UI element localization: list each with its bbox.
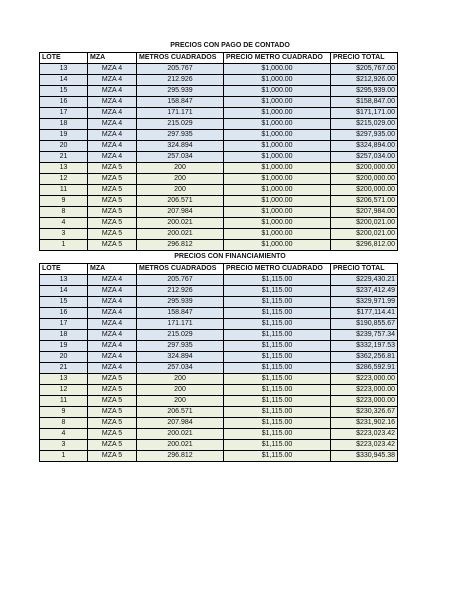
cell-metros: 257.034 — [137, 152, 224, 163]
table-row — [40, 363, 398, 374]
cell-mza: MZA 5 — [88, 451, 137, 462]
cell-precio-total: $200,021.00 — [331, 218, 398, 229]
cell-lote: 8 — [40, 207, 88, 218]
cell-precio-m2: $1,115.00 — [224, 440, 331, 451]
cell-lote: 8 — [40, 418, 88, 429]
cell-mza: MZA 4 — [88, 130, 137, 141]
table-row — [40, 130, 398, 141]
cell-mza: MZA 4 — [88, 108, 137, 119]
cell-metros: 200.021 — [137, 218, 224, 229]
table-row — [40, 86, 398, 97]
cell-mza: MZA 4 — [88, 352, 137, 363]
cell-lote: 13 — [40, 163, 88, 174]
cell-metros: 205.767 — [137, 64, 224, 75]
cell-metros: 205.767 — [137, 275, 224, 286]
col-header-metros: METROS CUADRADOS — [137, 53, 224, 64]
cell-precio-total: $177,114.41 — [331, 308, 398, 319]
cell-metros: 200 — [137, 163, 224, 174]
cell-lote: 4 — [40, 429, 88, 440]
cell-precio-total: $206,571.00 — [331, 196, 398, 207]
cell-precio-m2: $1,000.00 — [224, 152, 331, 163]
cell-precio-total: $200,000.00 — [331, 185, 398, 196]
cell-metros: 212.926 — [137, 286, 224, 297]
cell-precio-total: $223,000.00 — [331, 374, 398, 385]
cell-metros: 200 — [137, 185, 224, 196]
cell-metros: 324.894 — [137, 141, 224, 152]
cell-lote: 14 — [40, 286, 88, 297]
cell-mza: MZA 4 — [88, 286, 137, 297]
cell-metros: 200 — [137, 385, 224, 396]
cell-mza: MZA 5 — [88, 418, 137, 429]
col-header-metros: METROS CUADRADOS — [137, 264, 224, 275]
cell-mza: MZA 5 — [88, 185, 137, 196]
contado-body — [40, 64, 398, 251]
cell-mza: MZA 4 — [88, 141, 137, 152]
cell-lote: 9 — [40, 407, 88, 418]
cell-metros: 296.812 — [137, 451, 224, 462]
cell-lote: 16 — [40, 97, 88, 108]
cell-mza: MZA 5 — [88, 240, 137, 251]
cell-metros: 296.812 — [137, 240, 224, 251]
table-row — [40, 429, 398, 440]
table-row — [40, 152, 398, 163]
cell-mza: MZA 5 — [88, 440, 137, 451]
cell-precio-m2: $1,000.00 — [224, 218, 331, 229]
cell-mza: MZA 4 — [88, 152, 137, 163]
cell-precio-m2: $1,115.00 — [224, 319, 331, 330]
cell-precio-total: $230,326.67 — [331, 407, 398, 418]
cell-lote: 1 — [40, 451, 88, 462]
cell-lote: 15 — [40, 297, 88, 308]
cell-lote: 13 — [40, 64, 88, 75]
cell-metros: 295.939 — [137, 86, 224, 97]
col-header-mza: MZA — [88, 53, 137, 64]
cell-precio-total: $223,000.00 — [331, 385, 398, 396]
cell-lote: 15 — [40, 86, 88, 97]
cell-mza: MZA 5 — [88, 385, 137, 396]
table-row — [40, 451, 398, 462]
contado-table — [39, 52, 398, 251]
col-header-precio-total: PRECIO TOTAL — [331, 264, 398, 275]
cell-precio-total: $200,000.00 — [331, 163, 398, 174]
cell-lote: 17 — [40, 108, 88, 119]
cell-metros: 200 — [137, 174, 224, 185]
table-row — [40, 275, 398, 286]
cell-precio-m2: $1,000.00 — [224, 108, 331, 119]
cell-precio-m2: $1,000.00 — [224, 75, 331, 86]
cell-mza: MZA 5 — [88, 163, 137, 174]
table-row — [40, 185, 398, 196]
cell-mza: MZA 5 — [88, 229, 137, 240]
cell-precio-total: $324,894.00 — [331, 141, 398, 152]
table-row — [40, 196, 398, 207]
cell-mza: MZA 5 — [88, 196, 137, 207]
cell-lote: 4 — [40, 218, 88, 229]
cell-metros: 158.847 — [137, 308, 224, 319]
cell-precio-total: $200,000.00 — [331, 174, 398, 185]
cell-metros: 295.939 — [137, 297, 224, 308]
cell-precio-total: $286,592.91 — [331, 363, 398, 374]
cell-mza: MZA 5 — [88, 396, 137, 407]
cell-metros: 171.171 — [137, 108, 224, 119]
cell-precio-m2: $1,115.00 — [224, 451, 331, 462]
cell-lote: 13 — [40, 374, 88, 385]
cell-precio-total: $239,757.34 — [331, 330, 398, 341]
table-row — [40, 141, 398, 152]
cell-precio-total: $329,971.99 — [331, 297, 398, 308]
table-row — [40, 97, 398, 108]
cell-precio-m2: $1,115.00 — [224, 407, 331, 418]
cell-mza: MZA 4 — [88, 341, 137, 352]
cell-precio-m2: $1,115.00 — [224, 363, 331, 374]
table-row — [40, 174, 398, 185]
cell-precio-total: $190,855.67 — [331, 319, 398, 330]
table-row — [40, 229, 398, 240]
cell-precio-m2: $1,115.00 — [224, 308, 331, 319]
cell-precio-total: $362,256.81 — [331, 352, 398, 363]
cell-mza: MZA 5 — [88, 429, 137, 440]
cell-lote: 3 — [40, 229, 88, 240]
cell-mza: MZA 4 — [88, 97, 137, 108]
cell-mza: MZA 5 — [88, 218, 137, 229]
cell-metros: 215.029 — [137, 119, 224, 130]
cell-precio-m2: $1,000.00 — [224, 163, 331, 174]
cell-lote: 11 — [40, 396, 88, 407]
table-row — [40, 240, 398, 251]
cell-lote: 19 — [40, 341, 88, 352]
cell-mza: MZA 5 — [88, 407, 137, 418]
cell-mza: MZA 4 — [88, 119, 137, 130]
table-row — [40, 75, 398, 86]
cell-precio-m2: $1,000.00 — [224, 119, 331, 130]
cell-precio-total: $296,812.00 — [331, 240, 398, 251]
financiamiento-title: PRECIOS CON FINANCIAMIENTO — [174, 253, 286, 260]
cell-mza: MZA 5 — [88, 374, 137, 385]
cell-lote: 13 — [40, 275, 88, 286]
cell-precio-m2: $1,115.00 — [224, 341, 331, 352]
cell-mza: MZA 5 — [88, 174, 137, 185]
cell-precio-total: $158,847.00 — [331, 97, 398, 108]
cell-metros: 297.935 — [137, 130, 224, 141]
table-row — [40, 319, 398, 330]
cell-mza: MZA 4 — [88, 75, 137, 86]
contado-header — [40, 53, 398, 64]
col-header-mza: MZA — [88, 264, 137, 275]
table-row — [40, 330, 398, 341]
cell-lote: 3 — [40, 440, 88, 451]
cell-mza: MZA 5 — [88, 207, 137, 218]
cell-lote: 17 — [40, 319, 88, 330]
cell-precio-total: $215,029.00 — [331, 119, 398, 130]
cell-precio-m2: $1,000.00 — [224, 207, 331, 218]
cell-lote: 16 — [40, 308, 88, 319]
cell-precio-total: $257,034.00 — [331, 152, 398, 163]
table-row — [40, 308, 398, 319]
cell-precio-m2: $1,000.00 — [224, 240, 331, 251]
cell-lote: 20 — [40, 352, 88, 363]
cell-lote: 20 — [40, 141, 88, 152]
cell-precio-total: $200,021.00 — [331, 229, 398, 240]
cell-lote: 18 — [40, 119, 88, 130]
cell-precio-total: $297,935.00 — [331, 130, 398, 141]
cell-metros: 207.984 — [137, 418, 224, 429]
cell-lote: 14 — [40, 75, 88, 86]
table-row — [40, 396, 398, 407]
cell-lote: 9 — [40, 196, 88, 207]
table-row — [40, 385, 398, 396]
cell-lote: 12 — [40, 174, 88, 185]
cell-precio-m2: $1,115.00 — [224, 418, 331, 429]
cell-metros: 324.894 — [137, 352, 224, 363]
contado-title: PRECIOS CON PAGO DE CONTADO — [170, 42, 290, 49]
cell-mza: MZA 4 — [88, 308, 137, 319]
cell-precio-total: $223,000.00 — [331, 396, 398, 407]
cell-precio-m2: $1,000.00 — [224, 97, 331, 108]
cell-precio-m2: $1,115.00 — [224, 297, 331, 308]
cell-lote: 19 — [40, 130, 88, 141]
col-header-precio-m2: PRECIO METRO CUADRADO — [224, 264, 331, 275]
col-header-precio-m2: PRECIO METRO CUADRADO — [224, 53, 331, 64]
cell-metros: 200 — [137, 396, 224, 407]
cell-lote: 21 — [40, 152, 88, 163]
cell-metros: 215.029 — [137, 330, 224, 341]
cell-precio-total: $295,939.00 — [331, 86, 398, 97]
cell-metros: 200 — [137, 374, 224, 385]
cell-lote: 18 — [40, 330, 88, 341]
cell-metros: 206.571 — [137, 407, 224, 418]
cell-mza: MZA 4 — [88, 86, 137, 97]
table-row — [40, 297, 398, 308]
cell-precio-m2: $1,000.00 — [224, 64, 331, 75]
table-row — [40, 218, 398, 229]
col-header-lote: LOTE — [40, 53, 88, 64]
cell-lote: 11 — [40, 185, 88, 196]
cell-precio-total: $332,197.53 — [331, 341, 398, 352]
cell-precio-total: $231,902.16 — [331, 418, 398, 429]
table-row — [40, 108, 398, 119]
financiamiento-header — [40, 264, 398, 275]
cell-metros: 206.571 — [137, 196, 224, 207]
cell-precio-total: $330,945.38 — [331, 451, 398, 462]
cell-lote: 1 — [40, 240, 88, 251]
cell-metros: 200.021 — [137, 229, 224, 240]
cell-precio-m2: $1,000.00 — [224, 174, 331, 185]
cell-precio-m2: $1,115.00 — [224, 352, 331, 363]
cell-metros: 257.034 — [137, 363, 224, 374]
cell-precio-total: $205,767.00 — [331, 64, 398, 75]
cell-precio-total: $229,430.21 — [331, 275, 398, 286]
cell-mza: MZA 4 — [88, 297, 137, 308]
cell-precio-m2: $1,115.00 — [224, 396, 331, 407]
cell-precio-m2: $1,000.00 — [224, 196, 331, 207]
cell-mza: MZA 4 — [88, 64, 137, 75]
table-row — [40, 286, 398, 297]
tables-container — [39, 40, 397, 462]
cell-metros: 200.021 — [137, 440, 224, 451]
cell-metros: 171.171 — [137, 319, 224, 330]
cell-precio-m2: $1,115.00 — [224, 330, 331, 341]
cell-precio-m2: $1,115.00 — [224, 286, 331, 297]
table-row — [40, 207, 398, 218]
table-row — [40, 418, 398, 429]
table-row — [40, 64, 398, 75]
cell-precio-m2: $1,000.00 — [224, 130, 331, 141]
table-row — [40, 440, 398, 451]
cell-mza: MZA 4 — [88, 319, 137, 330]
cell-metros: 207.984 — [137, 207, 224, 218]
cell-precio-m2: $1,115.00 — [224, 429, 331, 440]
cell-precio-m2: $1,115.00 — [224, 275, 331, 286]
cell-metros: 297.935 — [137, 341, 224, 352]
table-row — [40, 352, 398, 363]
cell-precio-total: $223,023.42 — [331, 429, 398, 440]
table-row — [40, 163, 398, 174]
cell-precio-total: $237,412.49 — [331, 286, 398, 297]
cell-lote: 21 — [40, 363, 88, 374]
cell-precio-m2: $1,115.00 — [224, 374, 331, 385]
cell-lote: 12 — [40, 385, 88, 396]
table-row — [40, 341, 398, 352]
table-row — [40, 407, 398, 418]
col-header-lote: LOTE — [40, 264, 88, 275]
cell-metros: 200.021 — [137, 429, 224, 440]
financiamiento-table — [39, 263, 398, 462]
cell-mza: MZA 4 — [88, 363, 137, 374]
cell-precio-m2: $1,000.00 — [224, 86, 331, 97]
cell-metros: 158.847 — [137, 97, 224, 108]
cell-metros: 212.926 — [137, 75, 224, 86]
cell-precio-m2: $1,115.00 — [224, 385, 331, 396]
cell-precio-m2: $1,000.00 — [224, 141, 331, 152]
cell-precio-m2: $1,000.00 — [224, 229, 331, 240]
cell-precio-total: $212,926.00 — [331, 75, 398, 86]
cell-mza: MZA 4 — [88, 275, 137, 286]
col-header-precio-total: PRECIO TOTAL — [331, 53, 398, 64]
cell-mza: MZA 4 — [88, 330, 137, 341]
cell-precio-m2: $1,000.00 — [224, 185, 331, 196]
cell-precio-total: $223,023.42 — [331, 440, 398, 451]
table-row — [40, 119, 398, 130]
cell-precio-total: $171,171.00 — [331, 108, 398, 119]
cell-precio-total: $207,984.00 — [331, 207, 398, 218]
table-row — [40, 374, 398, 385]
financiamiento-body — [40, 275, 398, 462]
